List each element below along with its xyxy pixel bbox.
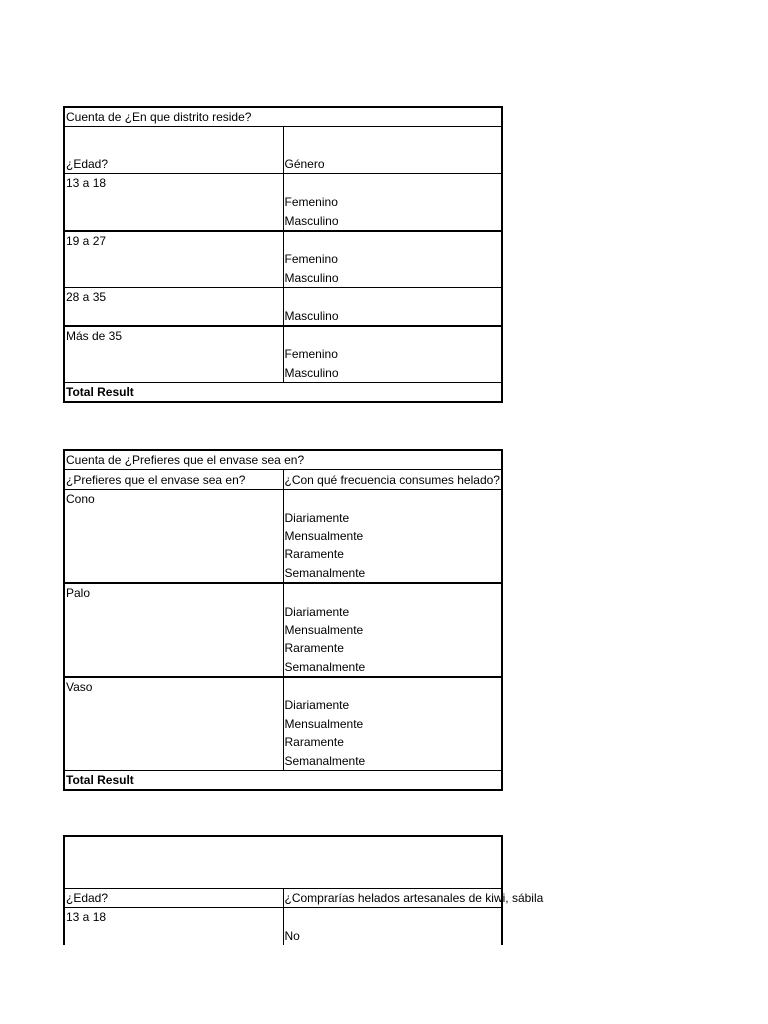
- group-label: Palo: [64, 583, 283, 602]
- item-label: Semanalmente: [283, 751, 502, 770]
- item-label: Diariamente: [283, 602, 502, 620]
- pivot-table-envase: [63, 449, 503, 791]
- item-label: Mensualmente: [283, 621, 502, 639]
- group-row: [64, 326, 502, 345]
- pivot-table-kiwi: [63, 835, 544, 945]
- item-label: Raramente: [283, 733, 502, 751]
- item-row: [64, 211, 502, 230]
- item-label: Diariamente: [283, 696, 502, 714]
- item-label: Diariamente: [283, 508, 502, 526]
- header-frecuencia: ¿Con qué frecuencia consumes helado?: [283, 470, 502, 489]
- item-row: [64, 696, 502, 714]
- item-row: [64, 927, 502, 945]
- table-title-row: [64, 836, 502, 889]
- group-label: 19 a 27: [64, 231, 283, 250]
- item-row: [64, 363, 502, 382]
- group-row: [64, 908, 502, 927]
- item-label: Semanalmente: [283, 657, 502, 676]
- table-title-row: [64, 450, 502, 470]
- group-row: [64, 583, 502, 602]
- header-edad: ¿Edad?: [64, 127, 283, 174]
- item-label: Mensualmente: [283, 714, 502, 732]
- group-label: Cono: [64, 489, 283, 508]
- item-row: [64, 621, 502, 639]
- group-row: [64, 489, 502, 508]
- item-row: [64, 527, 502, 545]
- item-label: Mensualmente: [283, 527, 502, 545]
- item-label: Femenino: [283, 345, 502, 363]
- item-label: Masculino: [283, 268, 502, 287]
- header-comprarias: ¿Comprarías helados artesanales de kiwi, sábila: [283, 889, 502, 908]
- table-header-row: [64, 889, 502, 908]
- table-title-row: [64, 107, 502, 127]
- group-label: Vaso: [64, 677, 283, 696]
- item-row: [64, 639, 502, 657]
- item-label: Semanalmente: [283, 563, 502, 582]
- item-label: Raramente: [283, 545, 502, 563]
- table-title: Cuenta de ¿Prefieres que el envase sea en?: [64, 450, 502, 470]
- item-label: No: [283, 927, 502, 945]
- group-label: 13 a 18: [64, 174, 283, 193]
- item-label: Masculino: [283, 363, 502, 382]
- item-row: [64, 602, 502, 620]
- header-edad: ¿Edad?: [64, 889, 283, 908]
- header-envase: ¿Prefieres que el envase sea en?: [64, 470, 283, 489]
- item-row: [64, 250, 502, 268]
- item-row: [64, 714, 502, 732]
- total-row: [64, 382, 502, 402]
- pivot-table-distrito: [63, 106, 503, 403]
- item-row: [64, 751, 502, 770]
- table-title: [64, 836, 502, 889]
- header-genero: Género: [283, 127, 502, 174]
- item-row: [64, 657, 502, 676]
- table-header-row: [64, 470, 502, 489]
- group-label: 13 a 18: [64, 908, 283, 927]
- total-row: [64, 770, 502, 790]
- item-row: [64, 345, 502, 363]
- item-row: [64, 306, 502, 325]
- group-label: 28 a 35: [64, 287, 283, 306]
- total-label: Total Result: [64, 382, 283, 402]
- item-label: Masculino: [283, 211, 502, 230]
- group-row: [64, 174, 502, 193]
- item-row: [64, 545, 502, 563]
- item-row: [64, 508, 502, 526]
- group-row: [64, 677, 502, 696]
- item-row: [64, 563, 502, 582]
- group-row: [64, 287, 502, 306]
- total-label: Total Result: [64, 770, 283, 790]
- item-row: [64, 733, 502, 751]
- item-label: Femenino: [283, 250, 502, 268]
- group-label: Más de 35: [64, 326, 283, 345]
- item-label: Raramente: [283, 639, 502, 657]
- item-row: [64, 268, 502, 287]
- table-title: Cuenta de ¿En que distrito reside?: [64, 107, 502, 127]
- group-row: [64, 231, 502, 250]
- item-label: Masculino: [283, 306, 502, 325]
- item-label: Femenino: [283, 193, 502, 211]
- item-row: [64, 193, 502, 211]
- table-header-row: [64, 127, 502, 174]
